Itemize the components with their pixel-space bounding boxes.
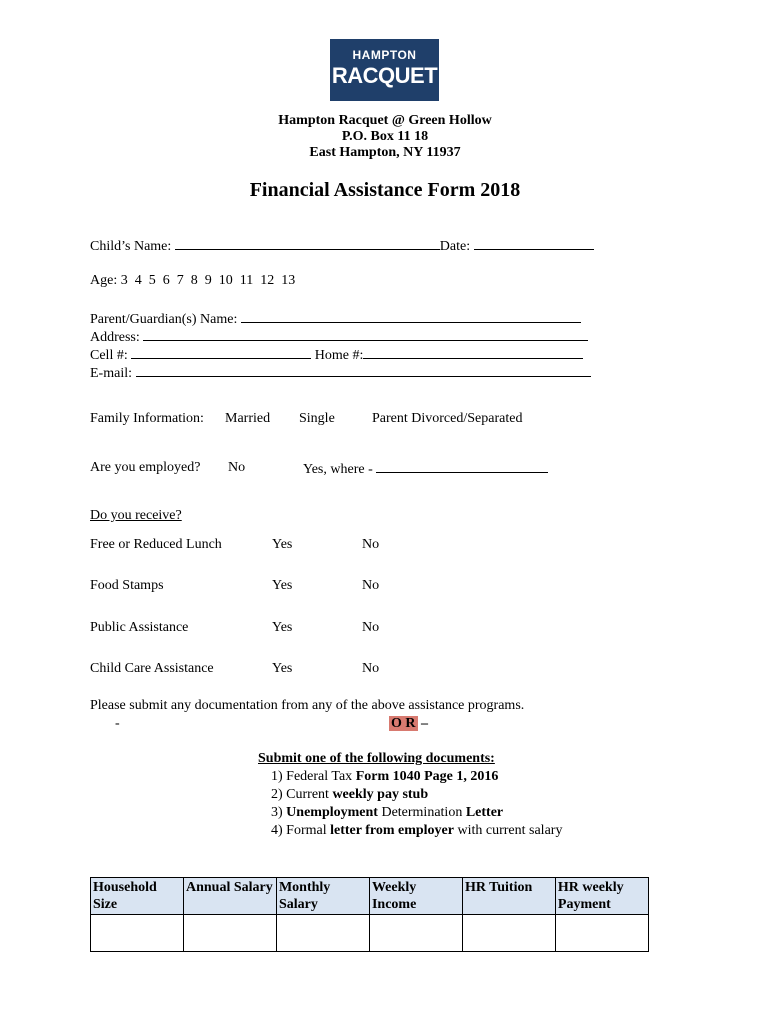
table-header-household-size: Household Size: [91, 878, 184, 915]
receive-no-food[interactable]: No: [362, 578, 380, 593]
document-item-2-bold: weekly pay stub: [332, 787, 429, 802]
logo-line-1: HAMPTON: [352, 48, 417, 62]
document-item-1-text: 1) Federal Tax: [271, 769, 356, 784]
page-title: Financial Assistance Form 2018: [249, 179, 521, 201]
child-name-label: Child’s Name:: [90, 239, 172, 254]
parent-label: Parent/Guardian(s) Name:: [90, 312, 238, 327]
home-field[interactable]: [363, 346, 583, 359]
table-header-monthly-salary: Monthly Salary: [276, 878, 369, 915]
table-row: [91, 915, 649, 952]
document-item-2: [271, 787, 428, 803]
document-item-4-bold: letter from employer: [330, 823, 454, 838]
employed-yes-row: [303, 460, 548, 478]
document-item-1: [271, 769, 498, 785]
family-label: Family Information:: [90, 411, 204, 426]
document-item-3-bold: Unemployment: [286, 805, 378, 820]
table-cell-monthly-salary[interactable]: [276, 915, 369, 952]
cell-label: Cell #:: [90, 348, 128, 363]
or-text: O R: [391, 716, 416, 731]
submit-note: Please submit any documentation from any of the above assistance programs.: [90, 698, 525, 713]
table-header-weekly-income: Weekly Income: [369, 878, 462, 915]
cell-field[interactable]: [131, 346, 311, 359]
document-item-2-text: 2) Current: [271, 787, 333, 802]
employed-yes[interactable]: Yes, where -: [303, 462, 373, 477]
table-cell-household-size[interactable]: [91, 915, 184, 952]
home-label: Home #:: [314, 348, 364, 363]
date-label: Date:: [439, 239, 471, 254]
or-divider: [389, 716, 428, 732]
table-cell-hr-weekly-payment[interactable]: [555, 915, 648, 952]
table-header-hr-tuition: HR Tuition: [462, 878, 555, 915]
salary-table: [90, 877, 649, 952]
table-cell-weekly-income[interactable]: [369, 915, 462, 952]
header-city: East Hampton, NY 11937: [309, 145, 461, 160]
family-option-single[interactable]: Single: [299, 411, 335, 426]
table-cell-hr-tuition[interactable]: [462, 915, 555, 952]
receive-label-public: Public Assistance: [90, 620, 189, 635]
hampton-racquet-logo: [330, 39, 439, 101]
document-item-4-text: 4) Formal: [271, 823, 331, 838]
table-header-row: [91, 878, 649, 915]
email-row: [90, 364, 591, 382]
or-dash: –: [421, 716, 428, 731]
logo-line-2: RACQUET: [331, 63, 438, 88]
child-name-row: [90, 237, 594, 255]
dash-marker: -: [115, 716, 120, 731]
document-item-4-post: with current salary: [453, 823, 563, 838]
date-field[interactable]: [474, 237, 594, 250]
employed-label: Are you employed?: [90, 460, 201, 475]
family-option-married[interactable]: Married: [225, 411, 271, 426]
table-header-annual-salary: Annual Salary: [183, 878, 276, 915]
email-field[interactable]: [136, 364, 591, 377]
child-name-field[interactable]: [175, 237, 440, 250]
table-cell-annual-salary[interactable]: [183, 915, 276, 952]
document-item-1-bold: Form 1040 Page 1, 2016: [355, 769, 499, 784]
receive-label-food: Food Stamps: [90, 578, 164, 593]
receive-no-childcare[interactable]: No: [362, 661, 380, 676]
receive-yes-public[interactable]: Yes: [272, 620, 293, 635]
phone-row: [90, 346, 583, 364]
header-org: Hampton Racquet @ Green Hollow: [278, 113, 492, 128]
employed-no[interactable]: No: [228, 460, 246, 475]
family-option-divorced[interactable]: Parent Divorced/Separated: [372, 411, 523, 426]
parent-field[interactable]: [241, 310, 581, 323]
receive-no-public[interactable]: No: [362, 620, 380, 635]
parent-row: [90, 310, 581, 328]
header-box: P.O. Box 11 18: [341, 129, 429, 144]
document-item-4: [271, 823, 562, 839]
document-item-3-mid: Determination: [377, 805, 466, 820]
documents-heading: Submit one of the following documents:: [258, 751, 495, 766]
receive-yes-childcare[interactable]: Yes: [272, 661, 293, 676]
document-item-3-text: 3): [271, 805, 287, 820]
email-label: E-mail:: [90, 366, 132, 381]
receive-heading: Do you receive?: [90, 508, 182, 523]
receive-label-childcare: Child Care Assistance: [90, 661, 214, 676]
address-field[interactable]: [143, 328, 588, 341]
receive-label-lunch: Free or Reduced Lunch: [90, 537, 222, 552]
address-row: [90, 328, 588, 346]
receive-yes-food[interactable]: Yes: [272, 578, 293, 593]
age-row: Age: 3 4 5 6 7 8 9 10 11 12 13: [90, 273, 296, 288]
document-item-3: [271, 805, 503, 821]
employer-field[interactable]: [376, 460, 548, 473]
document-item-3-bold2: Letter: [465, 805, 504, 820]
receive-yes-lunch[interactable]: Yes: [272, 537, 293, 552]
address-label: Address:: [90, 330, 140, 345]
table-header-hr-weekly-payment: HR weekly Payment: [555, 878, 648, 915]
receive-no-lunch[interactable]: No: [362, 537, 380, 552]
